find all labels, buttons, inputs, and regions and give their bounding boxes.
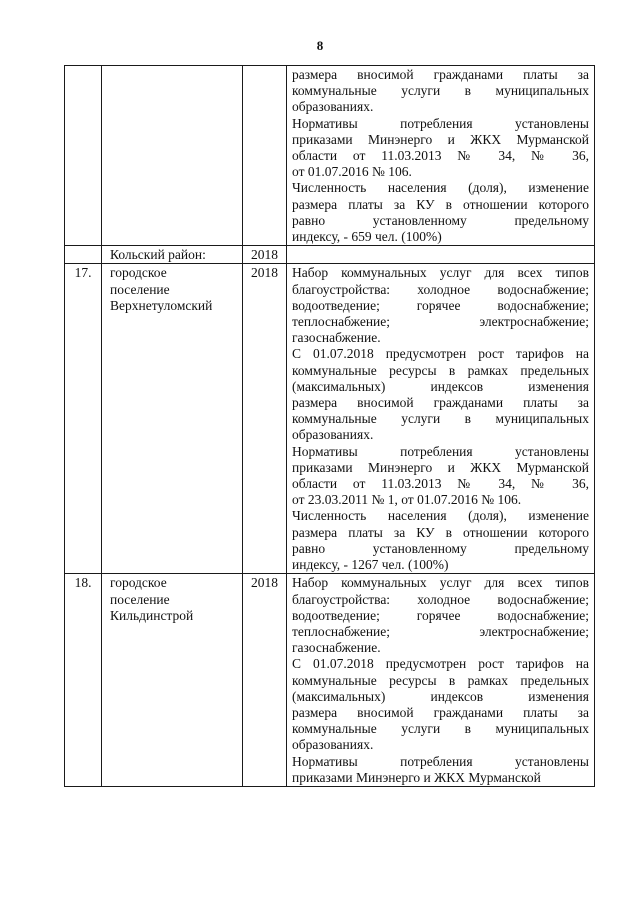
municipality-name-line: Кольский район: <box>110 247 206 263</box>
description-line: размера вносимой гражданами платы за <box>292 67 589 82</box>
description-line: Набор коммунальных услуг для всех типов <box>292 575 589 591</box>
description-cell <box>287 66 595 246</box>
description-line: приказами Минэнерго и ЖКХ Мурманской <box>292 131 589 147</box>
description-line: С 01.07.2018 предусмотрен рост тарифов на <box>292 346 589 362</box>
description-line: индексу, - 1267 чел. (100%) <box>292 557 449 573</box>
row-number <box>65 246 102 264</box>
municipality-name-line: поселение <box>110 281 170 297</box>
description-line: размера платы за КУ в отношении которого <box>292 524 589 540</box>
description-line: коммунальные услуги в муниципальных <box>292 83 589 99</box>
description-cell <box>287 246 595 264</box>
description-line: размера вносимой гражданами платы за <box>292 395 589 411</box>
description-line: размера вносимой гражданами платы за <box>292 704 589 720</box>
page-number: 8 <box>316 38 324 53</box>
description-cell <box>287 574 595 787</box>
description-line: теплоснабжение; электроснабжение; <box>292 623 589 639</box>
description-paragraph <box>292 116 589 181</box>
description-line: коммунальные ресурсы в рамках предельных <box>292 672 589 688</box>
description-line: от 23.03.2011 № 1, от 01.07.2016 № 106. <box>292 492 522 508</box>
description-line: (максимальных) индексов изменения <box>292 378 589 394</box>
municipality-name-line: Кильдинстрой <box>110 607 194 623</box>
description-line: области от 11.03.2013 № 34, № 36, <box>292 476 589 492</box>
description-paragraph <box>292 444 589 509</box>
description-line: С 01.07.2018 предусмотрен рост тарифов на <box>292 656 589 672</box>
table-body <box>65 66 595 787</box>
description-cell <box>287 264 595 574</box>
description-paragraph <box>292 754 589 786</box>
table-row <box>65 246 595 264</box>
description-line: водоотведение; горячее водоснабжение; <box>292 607 589 623</box>
description-line: равно установленному предельному <box>292 212 589 228</box>
table-row <box>65 66 595 246</box>
description-line: (максимальных) индексов изменения <box>292 688 589 704</box>
row-number: 17. <box>65 264 102 574</box>
municipality-cell <box>102 246 243 264</box>
row-number <box>65 66 102 246</box>
description-line: теплоснабжение; электроснабжение; <box>292 314 589 330</box>
description-line: Нормативы потребления установлены <box>292 115 589 131</box>
municipality-name-line: городское <box>110 265 167 281</box>
description-line: водоотведение; горячее водоснабжение; <box>292 297 589 313</box>
description-line: коммунальные услуги в муниципальных <box>292 411 589 427</box>
table-row <box>65 264 595 574</box>
municipality-cell <box>102 574 243 787</box>
municipality-name-line: городское <box>110 575 167 591</box>
row-number: 18. <box>65 574 102 787</box>
table-row <box>65 574 595 787</box>
year-cell <box>243 66 287 246</box>
description-line: приказами Минэнерго и ЖКХ Мурманской <box>292 769 541 785</box>
description-paragraph <box>292 346 589 443</box>
description-line: коммунальные ресурсы в рамках предельных <box>292 362 589 378</box>
description-line: благоустройства: холодное водоснабжение; <box>292 591 589 607</box>
description-paragraph <box>292 508 589 573</box>
description-line: Нормативы потребления установлены <box>292 753 589 769</box>
description-paragraph <box>292 656 589 753</box>
description-line: области от 11.03.2013 № 34, № 36, <box>292 148 589 164</box>
description-line: Численность населения (доля), изменение <box>292 180 589 196</box>
description-line: образованиях. <box>292 99 374 115</box>
description-line: Набор коммунальных услуг для всех типов <box>292 265 589 281</box>
description-line: газоснабжение. <box>292 330 381 346</box>
description-line: равно установленному предельному <box>292 540 589 556</box>
description-line: образованиях. <box>292 737 374 753</box>
description-paragraph <box>292 180 589 245</box>
description-line: благоустройства: холодное водоснабжение; <box>292 281 589 297</box>
description-line: образованиях. <box>292 427 374 443</box>
description-paragraph <box>292 575 589 656</box>
description-line: от 01.07.2016 № 106. <box>292 164 412 180</box>
year-cell: 2018 <box>243 246 287 264</box>
year-cell: 2018 <box>243 574 287 787</box>
description-line: газоснабжение. <box>292 640 381 656</box>
description-paragraph <box>292 265 589 346</box>
description-paragraph <box>292 67 589 116</box>
municipality-name-line: поселение <box>110 591 170 607</box>
description-line: Численность населения (доля), изменение <box>292 508 589 524</box>
municipality-name-line: Верхнетуломский <box>110 297 213 313</box>
tariff-table <box>64 65 595 787</box>
municipality-cell <box>102 264 243 574</box>
description-line: индексу, - 659 чел. (100%) <box>292 229 442 245</box>
year-cell: 2018 <box>243 264 287 574</box>
municipality-cell <box>102 66 243 246</box>
description-line: приказами Минэнерго и ЖКХ Мурманской <box>292 459 589 475</box>
description-line: коммунальные услуги в муниципальных <box>292 721 589 737</box>
description-line: Нормативы потребления установлены <box>292 443 589 459</box>
description-line: размера платы за КУ в отношении которого <box>292 196 589 212</box>
